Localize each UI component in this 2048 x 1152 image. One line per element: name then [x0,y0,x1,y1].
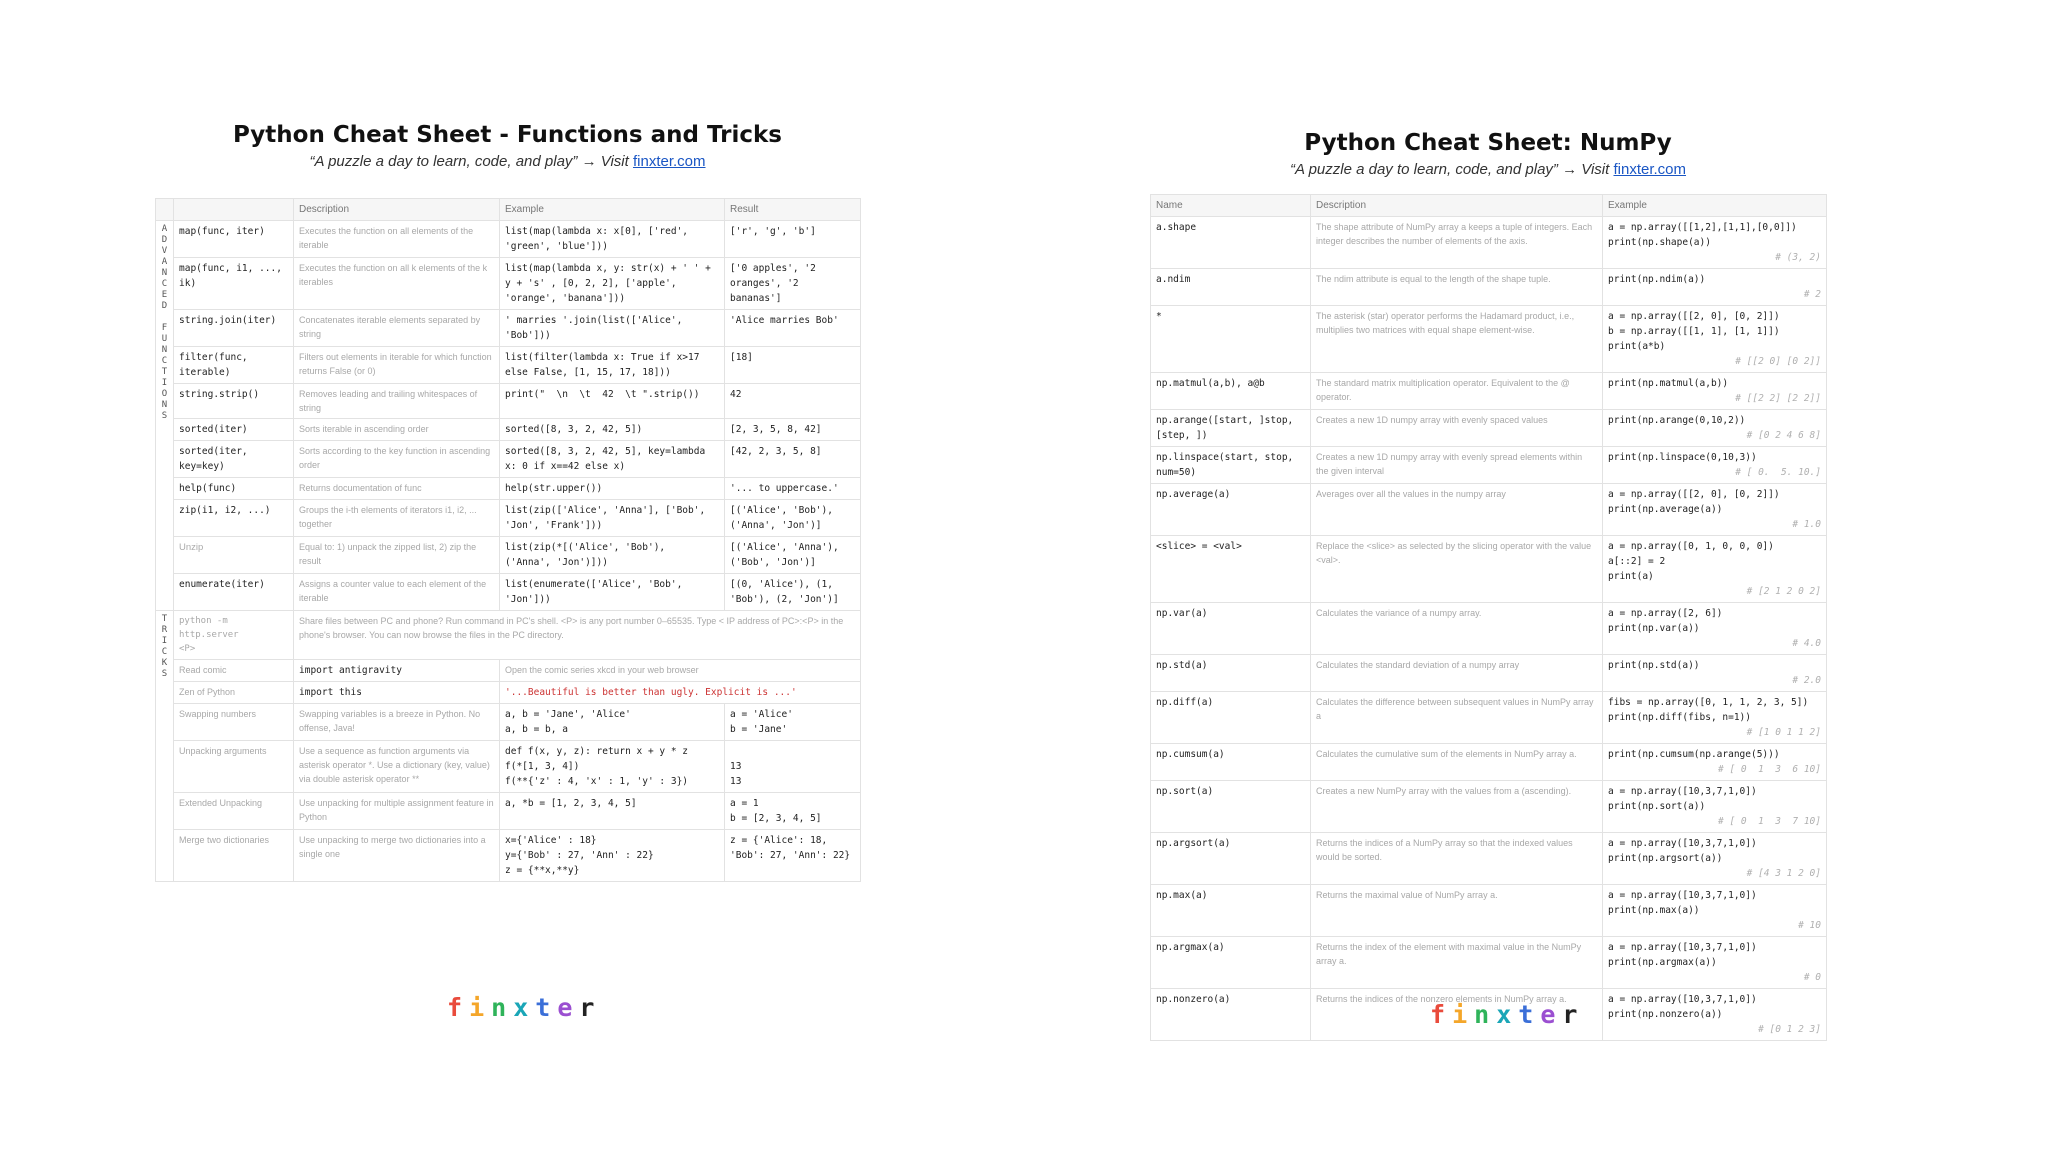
table-row [156,478,861,500]
logo-letter: f [447,993,470,1022]
table-row [156,660,861,682]
function-example: list(map(lambda x: x[0], ['red', 'green', 'blue'])) [500,221,725,258]
numpy-example-cell [1603,885,1827,937]
trick-example: a, b = 'Jane', 'Alice' a, b = b, a [500,704,725,741]
function-result: [(0, 'Alice'), (1, 'Bob'), (2, 'Jon')] [725,574,861,611]
numpy-description: The standard matrix multiplication operator. Equivalent to the @ operator. [1311,373,1603,410]
numpy-example-cell [1603,833,1827,885]
numpy-description: Calculates the variance of a numpy array. [1311,603,1603,655]
numpy-example-comment: # [1 0 1 1 2] [1746,727,1821,738]
numpy-name: np.argmax(a) [1151,937,1311,989]
function-name: map(func, iter) [174,221,294,258]
numpy-example-cell [1603,269,1827,306]
table-row [156,419,861,441]
numpy-description: Returns the index of the element with maximal value in the NumPy array a. [1311,937,1603,989]
left-header-description: Description [294,199,500,221]
numpy-table [1150,194,1827,1041]
logo-letter: r [1562,1000,1585,1029]
function-example: list(enumerate(['Alice', 'Bob', 'Jon'])) [500,574,725,611]
numpy-description: Averages over all the values in the numpy array [1311,484,1603,536]
numpy-example-comment: # [0 2 4 6 8] [1746,430,1821,441]
table-row [156,310,861,347]
trick-description: Use a sequence as function arguments via asterisk operator *. Use a dictionary (key, value) via double asterisk operator ** [294,741,500,793]
function-name: map(func, i1, ..., ik) [174,258,294,310]
logo-letter: i [1452,1000,1475,1029]
numpy-name: np.nonzero(a) [1151,989,1311,1041]
function-description: Executes the function on all k elements of the k iterables [294,258,500,310]
table-row [156,793,861,830]
logo-letter: r [579,993,602,1022]
function-name: sorted(iter, key=key) [174,441,294,478]
logo-letter: t [1518,1000,1541,1029]
logo-letter: t [535,993,558,1022]
numpy-example-comment: # 2.0 [1792,675,1821,686]
table-row [1151,484,1827,536]
logo-letter: e [557,993,580,1022]
numpy-description: Calculates the standard deviation of a numpy array [1311,655,1603,692]
function-result: 'Alice marries Bob' [725,310,861,347]
numpy-example-comment: # [ 0 1 3 6 10] [1718,764,1821,775]
table-row [156,500,861,537]
table-row [156,221,861,258]
logo-letter: x [513,993,536,1022]
table-row [156,611,861,660]
numpy-example: a = np.array([[2, 0], [0, 2]]) print(np.average(a)) [1608,489,1780,515]
logo-letter: i [469,993,492,1022]
table-row [1151,217,1827,269]
function-result: [('Alice', 'Anna'), ('Bob', 'Jon')] [725,537,861,574]
function-result: 42 [725,384,861,419]
right-header-name: Name [1151,195,1311,217]
table-row [156,741,861,793]
numpy-name: np.max(a) [1151,885,1311,937]
logo-letter: n [1474,1000,1497,1029]
trick-description: Swapping variables is a breeze in Python. No offense, Java! [294,704,500,741]
numpy-example-cell [1603,655,1827,692]
logo-letter: f [1430,1000,1453,1029]
table-row [1151,655,1827,692]
function-result: ['0 apples', '2 oranges', '2 bananas'] [725,258,861,310]
trick-example: def f(x, y, z): return x + y * z f(*[1, 3, 4]) f(**{'z' : 4, 'x' : 1, 'y' : 3}) [500,741,725,793]
numpy-example: a = np.array([10,3,7,1,0]) print(np.max(a)) [1608,890,1757,916]
numpy-example: print(np.matmul(a,b)) [1608,378,1729,389]
trick-description: Use unpacking for multiple assignment feature in Python [294,793,500,830]
logo-letter: n [491,993,514,1022]
numpy-description: Creates a new 1D numpy array with evenly spread elements within the given interval [1311,447,1603,484]
numpy-example: a = np.array([10,3,7,1,0]) print(np.sort(a)) [1608,786,1757,812]
function-description: Returns documentation of func [294,478,500,500]
numpy-example: a = np.array([[2, 0], [0, 2]]) b = np.array([[1, 1], [1, 1]]) print(a*b) [1608,311,1780,352]
trick-code: import antigravity [294,660,500,682]
numpy-name: np.sort(a) [1151,781,1311,833]
numpy-description: Replace the <slice> as selected by the slicing operator with the value <val>. [1311,536,1603,603]
numpy-name: np.var(a) [1151,603,1311,655]
table-row [1151,885,1827,937]
numpy-example-cell [1603,410,1827,447]
numpy-example: a = np.array([0, 1, 0, 0, 0]) a[::2] = 2 print(a) [1608,541,1774,582]
function-example: list(filter(lambda x: True if x>17 else False, [1, 15, 17, 18])) [500,347,725,384]
function-example: help(str.upper()) [500,478,725,500]
function-result: [2, 3, 5, 8, 42] [725,419,861,441]
numpy-example: a = np.array([10,3,7,1,0]) print(np.nonzero(a)) [1608,994,1757,1020]
function-name: sorted(iter) [174,419,294,441]
cheat-sheet-numpy [1150,128,1826,1041]
table-row [1151,306,1827,373]
numpy-example-cell [1603,373,1827,410]
table-row [156,574,861,611]
left-finxter-link[interactable]: finxter.com [632,153,706,170]
numpy-description: Calculates the cumulative sum of the elements in NumPy array a. [1311,744,1603,781]
table-row [156,830,861,882]
function-example: sorted([8, 3, 2, 42, 5]) [500,419,725,441]
right-header-example: Example [1603,195,1827,217]
trick-description: '...Beautiful is better than ugly. Explicit is ...' [500,682,861,704]
trick-result: 13 13 [725,741,861,793]
function-description: Concatenates iterable elements separated by string [294,310,500,347]
numpy-example: fibs = np.array([0, 1, 1, 2, 3, 5]) print(np.diff(fibs, n=1)) [1608,697,1809,723]
numpy-example-cell [1603,217,1827,269]
table-row [1151,937,1827,989]
numpy-description: Creates a new 1D numpy array with evenly spaced values [1311,410,1603,447]
function-example: list(zip(['Alice', 'Anna'], ['Bob', 'Jon', 'Frank'])) [500,500,725,537]
numpy-example: a = np.array([2, 6]) print(np.var(a)) [1608,608,1723,634]
numpy-example-comment: # [[2 2] [2 2]] [1735,393,1821,404]
function-description: Filters out elements in iterable for which function returns False (or 0) [294,347,500,384]
right-sheet-subtitle [1150,160,1826,180]
numpy-name: * [1151,306,1311,373]
numpy-example-comment: # [0 1 2 3] [1758,1024,1821,1035]
table-row [1151,536,1827,603]
trick-description: Use unpacking to merge two dictionaries into a single one [294,830,500,882]
function-description: Assigns a counter value to each element of the iterable [294,574,500,611]
numpy-name: np.diff(a) [1151,692,1311,744]
function-description: Removes leading and trailing whitespaces of string [294,384,500,419]
numpy-example: print(np.linspace(0,10,3)) [1608,452,1757,463]
numpy-name: np.std(a) [1151,655,1311,692]
numpy-description: Creates a new NumPy array with the values from a (ascending). [1311,781,1603,833]
function-result: [42, 2, 3, 5, 8] [725,441,861,478]
left-sheet-subtitle [155,152,860,172]
function-example: print(" \n \t 42 \t ".strip()) [500,384,725,419]
table-row [156,384,861,419]
function-description: Sorts according to the key function in ascending order [294,441,500,478]
right-sheet-title: Python Cheat Sheet: NumPy [1304,130,1672,156]
numpy-example-comment: # 1.0 [1792,519,1821,530]
trick-name: Read comic [174,660,294,682]
left-sheet-title: Python Cheat Sheet - Functions and Tricks [233,122,782,148]
numpy-example-cell [1603,692,1827,744]
function-name: string.join(iter) [174,310,294,347]
trick-example: a, *b = [1, 2, 3, 4, 5] [500,793,725,830]
numpy-example-cell [1603,306,1827,373]
logo-letter: x [1496,1000,1519,1029]
table-row [156,258,861,310]
numpy-name: np.cumsum(a) [1151,744,1311,781]
numpy-name: np.average(a) [1151,484,1311,536]
table-row [1151,744,1827,781]
function-name: zip(i1, i2, ...) [174,500,294,537]
function-example: list(map(lambda x, y: str(x) + ' ' + y + 's' , [0, 2, 2], ['apple', 'orange', 'banana'])) [500,258,725,310]
left-table-header [156,199,861,221]
numpy-name: np.argsort(a) [1151,833,1311,885]
left-header-name [174,199,294,221]
numpy-example-cell [1603,744,1827,781]
trick-example: x={'Alice' : 18} y={'Bob' : 27, 'Ann' : 22} z = {**x,**y} [500,830,725,882]
numpy-description: The ndim attribute is equal to the length of the shape tuple. [1311,269,1603,306]
function-name: string.strip() [174,384,294,419]
logo-letter: e [1540,1000,1563,1029]
numpy-example-comment: # 10 [1798,920,1821,931]
left-header-result: Result [725,199,861,221]
numpy-description: Returns the maximal value of NumPy array a. [1311,885,1603,937]
numpy-name: np.matmul(a,b), a@b [1151,373,1311,410]
numpy-example: a = np.array([[1,2],[1,1],[0,0]]) print(np.shape(a)) [1608,222,1797,248]
table-row [1151,781,1827,833]
table-row [156,704,861,741]
numpy-example-cell [1603,989,1827,1041]
numpy-name: <slice> = <val> [1151,536,1311,603]
numpy-example: a = np.array([10,3,7,1,0]) print(np.argmax(a)) [1608,942,1757,968]
numpy-example-comment: # 2 [1803,289,1821,300]
right-subtitle-arrow: → Visit [1557,161,1614,178]
table-row [1151,692,1827,744]
table-row [1151,603,1827,655]
trick-description: Open the comic series xkcd in your web browser [500,660,861,682]
table-row [1151,410,1827,447]
function-name: enumerate(iter) [174,574,294,611]
right-subtitle-quote: “A puzzle a day to learn, code, and play” [1289,161,1558,178]
numpy-example: print(np.arange(0,10,2)) [1608,415,1746,426]
numpy-example-comment: # 4.0 [1792,638,1821,649]
finxter-logo-right [1430,1000,1584,1029]
numpy-description: The shape attribute of NumPy array a keeps a tuple of integers. Each integer describes the number of elements of the axis. [1311,217,1603,269]
trick-code: import this [294,682,500,704]
trick-description: Share files between PC and phone? Run command in PC's shell. <P> is any port number 0–65535. Type < IP address of PC>:<P> in the phone's browser. You can now browse the files in the PC directory. [294,611,861,660]
numpy-example: print(np.std(a)) [1608,660,1700,671]
numpy-description: Returns the indices of the nonzero elements in NumPy array a. [1311,989,1603,1041]
function-description: Groups the i-th elements of iterators i1, i2, ... together [294,500,500,537]
right-table-header [1151,195,1827,217]
numpy-example-cell [1603,536,1827,603]
trick-result: a = 'Alice' b = 'Jane' [725,704,861,741]
left-subtitle-arrow: → Visit [577,153,633,170]
right-header-description: Description [1311,195,1603,217]
function-example: ' marries '.join(list(['Alice', 'Bob'])) [500,310,725,347]
finxter-logo-left [447,993,601,1022]
trick-name: Merge two dictionaries [174,830,294,882]
function-name: Unzip [174,537,294,574]
trick-name: python -m http.server <P> [174,611,294,660]
numpy-example-cell [1603,781,1827,833]
right-finxter-link[interactable]: finxter.com [1613,161,1687,178]
function-result: [18] [725,347,861,384]
trick-name: Swapping numbers [174,704,294,741]
table-row [156,347,861,384]
table-row [156,441,861,478]
function-name: help(func) [174,478,294,500]
table-row [156,682,861,704]
table-row [1151,269,1827,306]
function-example: list(zip(*[('Alice', 'Bob'), ('Anna', 'Jon')])) [500,537,725,574]
function-example: sorted([8, 3, 2, 42, 5], key=lambda x: 0 if x==42 else x) [500,441,725,478]
left-header-example: Example [500,199,725,221]
numpy-example-cell [1603,484,1827,536]
left-subtitle-quote: “A puzzle a day to learn, code, and play” [309,153,578,170]
left-header-cat [156,199,174,221]
numpy-example-cell [1603,603,1827,655]
numpy-name: a.ndim [1151,269,1311,306]
functions-tricks-table [155,198,861,882]
numpy-example: print(np.ndim(a)) [1608,274,1706,285]
numpy-description: The asterisk (star) operator performs the Hadamard product, i.e., multiplies two matrices with equal shape element-wise. [1311,306,1603,373]
table-row [1151,447,1827,484]
numpy-name: np.linspace(start, stop, num=50) [1151,447,1311,484]
function-description: Equal to: 1) unpack the zipped list, 2) zip the result [294,537,500,574]
numpy-description: Calculates the difference between subsequent values in NumPy array a [1311,692,1603,744]
trick-name: Unpacking arguments [174,741,294,793]
numpy-example-comment: # 0 [1803,972,1821,983]
trick-result: a = 1 b = [2, 3, 4, 5] [725,793,861,830]
numpy-example-comment: # [ 0 1 3 7 10] [1718,816,1821,827]
numpy-example-cell [1603,937,1827,989]
trick-name: Extended Unpacking [174,793,294,830]
function-description: Executes the function on all elements of the iterable [294,221,500,258]
function-result: '... to uppercase.' [725,478,861,500]
numpy-example: a = np.array([10,3,7,1,0]) print(np.argsort(a)) [1608,838,1757,864]
table-row [1151,833,1827,885]
numpy-example-comment: # [[2 0] [0 2]] [1735,356,1821,367]
numpy-description: Returns the indices of a NumPy array so that the indexed values would be sorted. [1311,833,1603,885]
function-name: filter(func, iterable) [174,347,294,384]
table-row [1151,373,1827,410]
numpy-example-comment: # [ 0. 5. 10.] [1735,467,1821,478]
category-label-tricks: T R I C K S [156,611,174,882]
numpy-example-comment: # [4 3 1 2 0] [1746,868,1821,879]
category-label-advanced-functions: A D V A N C E D F U N C T I O N S [156,221,174,611]
function-result: ['r', 'g', 'b'] [725,221,861,258]
function-result: [('Alice', 'Bob'), ('Anna', 'Jon')] [725,500,861,537]
trick-name: Zen of Python [174,682,294,704]
numpy-example-comment: # [2 1 2 0 2] [1746,586,1821,597]
numpy-example-comment: # (3, 2) [1775,252,1821,263]
numpy-name: np.arange([start, ]stop, [step, ]) [1151,410,1311,447]
cheat-sheet-functions-tricks [155,120,860,882]
numpy-name: a.shape [1151,217,1311,269]
table-row [156,537,861,574]
numpy-example: print(np.cumsum(np.arange(5))) [1608,749,1780,760]
function-description: Sorts iterable in ascending order [294,419,500,441]
trick-result: z = {'Alice': 18, 'Bob': 27, 'Ann': 22} [725,830,861,882]
numpy-example-cell [1603,447,1827,484]
